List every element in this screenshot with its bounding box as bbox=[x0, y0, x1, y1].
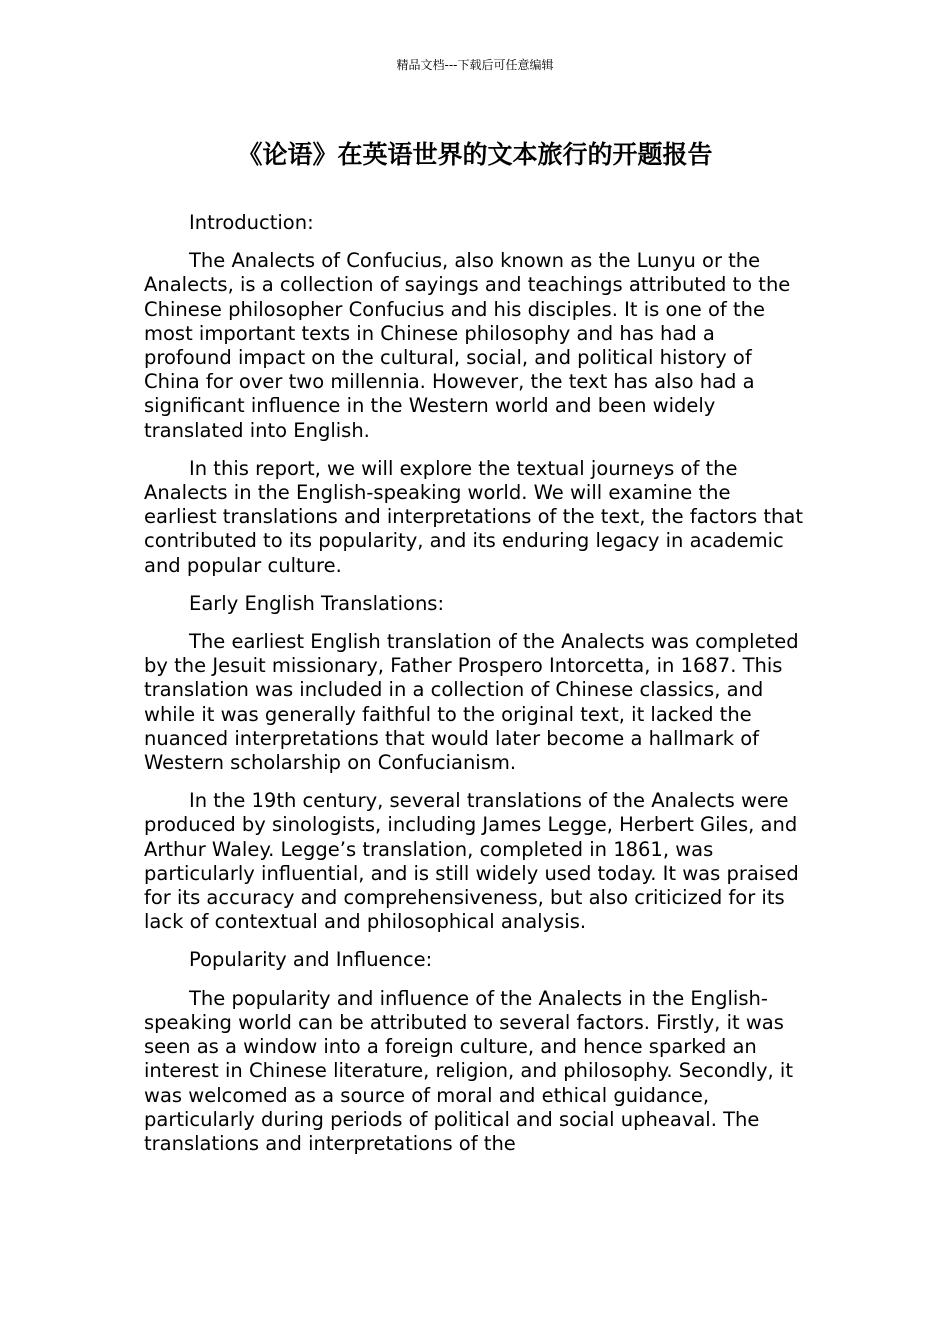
document-title: 《论语》在英语世界的文本旅行的开题报告 bbox=[237, 140, 713, 169]
section-heading: Introduction: bbox=[189, 211, 314, 234]
paragraph: The Analects of Confucius, also known as the Lunyu or the Analects, is a collection of sayings and teachings attributed to the Chinese philosopher Confucius and his disciples. It is one of the most important texts in Chinese philosophy and has had a profound impact on the cultural, social, and political history of China for over two millennia. However, the text has also had a significant influence in the Western world and been widely translated into English. bbox=[144, 249, 791, 442]
header-note: 精品文档---下载后可任意编辑 bbox=[396, 58, 554, 72]
paragraph: In the 19th century, several translations of the Analects were produced by sinologists, including James Legge, Herbert Giles, and Arthur Waley. Legge’s translation, completed in 1861, was particularly influential, and is still widely used today. It was praised for its accuracy and comprehensiveness, but also criticized for its lack of contextual and philosophical analysis. bbox=[144, 789, 799, 934]
section-heading: Early English Translations: bbox=[189, 591, 445, 615]
document-body bbox=[144, 211, 806, 1170]
paragraph: In this report, we will explore the textual journeys of the Analects in the English-speaking world. We will examine the earliest translations and interpretations of the text, the factors that contributed to its popularity, and its enduring legacy in academic and popular culture. bbox=[144, 456, 803, 577]
section-heading: Popularity and Influence: bbox=[189, 948, 433, 972]
paragraph: The popularity and influence of the Analects in the English-speaking world can be attributed to several factors. Firstly, it was seen as a window into a foreign culture, and hence sparked an interest in Chinese literature, religion, and philosophy. Secondly, it was welcomed as a source of moral and ethical guidance, particularly during periods of political and social upheaval. The translations and interpretations of the bbox=[144, 986, 793, 1155]
paragraph: The earliest English translation of the Analects was completed by the Jesuit missionary, Father Prospero Intorcetta, in 1687. This translation was included in a collection of Chinese classics, and while it was generally faithful to the original text, it lacked the nuanced interpretations that would later become a hallmark of Western scholarship on Confucianism. bbox=[144, 630, 799, 775]
